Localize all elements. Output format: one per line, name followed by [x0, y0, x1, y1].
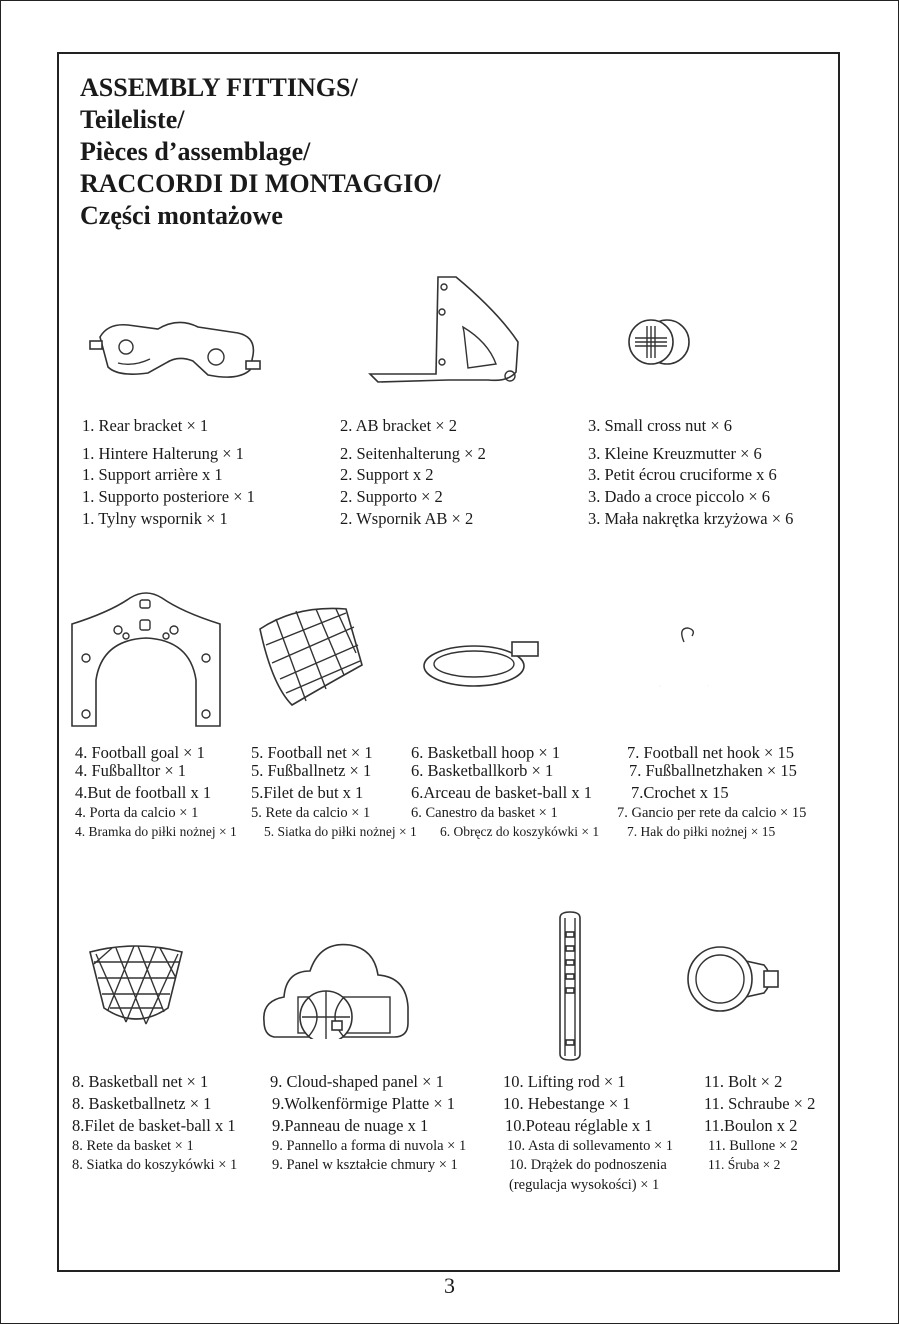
part-7-label: 7. Football net hook × 15 7. Fußballnetzhaken × 15 7.Crochet x 15 7. Gancio per rete da calcio × 15 7. Hak do piłki nożnej × 15: [617, 743, 807, 839]
page-title: [80, 72, 441, 232]
small-cross-nut-illustration: [625, 310, 695, 375]
title-fr: Pièces d’assemblage/: [80, 137, 311, 166]
lifting-rod-illustration: [557, 910, 583, 1062]
part-5-label: 5. Football net × 1 5. Fußballnetz × 1 5.Filet de but x 1 5. Rete da calcio × 1 5. Siatka do piłki nożnej × 1: [251, 743, 417, 839]
cloud-shaped-panel-illustration: [262, 937, 410, 1039]
rear-bracket-illustration: [88, 315, 268, 385]
title-de: Teileliste/: [80, 105, 185, 134]
title-it: RACCORDI DI MONTAGGIO/: [80, 169, 441, 198]
part-10-label: 10. Lifting rod × 1 10. Hebestange × 1 10.Poteau réglable x 1 10. Asta di sollevamento × 1 10. Drążek do podnoszenia (regulacja wysokości) × 1: [503, 1072, 674, 1193]
part-2-label: 2. AB bracket × 2 2. Seitenhalterung × 2 2. Support x 2 2. Supporto × 2 2. Wspornik AB × 2: [340, 416, 486, 528]
basketball-hoop-illustration: [420, 634, 545, 690]
part-8-label: 8. Basketball net × 1 8. Basketballnetz × 1 8.Filet de basket-ball x 1 8. Rete da basket × 1 8. Siatka do koszykówki × 1: [72, 1072, 238, 1173]
part-11-label: 11. Bolt × 2 11. Schraube × 2 11.Boulon x 2 11. Bullone × 2 11. Śruba × 2: [704, 1072, 816, 1172]
ab-bracket-illustration: [368, 272, 528, 392]
part-9-label: 9. Cloud-shaped panel × 1 9.Wolkenförmige Platte × 1 9.Panneau de nuage x 1 9. Pannello a forma di nuvola × 1 9. Panel w kształcie chmury × 1: [270, 1072, 467, 1173]
basketball-net-illustration: [86, 938, 186, 1030]
football-net-illustration: [256, 605, 366, 707]
page-number: 3: [444, 1273, 455, 1298]
title-en: ASSEMBLY FITTINGS/: [80, 73, 358, 102]
part-1-label: 1. Rear bracket × 1 1. Hintere Halterung × 1 1. Support arrière x 1 1. Supporto posteriore × 1 1. Tylny wspornik × 1: [82, 416, 255, 528]
football-net-hook-illustration: [640, 624, 730, 692]
title-pl: Części montażowe: [80, 201, 283, 230]
part-4-label: 4. Football goal × 1 4. Fußballtor × 1 4.But de football x 1 4. Porta da calcio × 1 4. Bramka do piłki nożnej × 1: [75, 743, 237, 839]
bolt-illustration: [686, 943, 782, 1015]
football-goal-illustration: [70, 588, 222, 730]
part-6-label: 6. Basketball hoop × 1 6. Basketballkorb × 1 6.Arceau de basket-ball x 1 6. Canestro da basket × 1 6. Obręcz do koszykówki × 1: [411, 743, 600, 839]
part-3-label: 3. Small cross nut × 6 3. Kleine Kreuzmutter × 6 3. Petit écrou cruciforme x 6 3. Dado a croce piccolo × 6 3. Mała nakrętka krzyżowa × 6: [588, 416, 794, 528]
